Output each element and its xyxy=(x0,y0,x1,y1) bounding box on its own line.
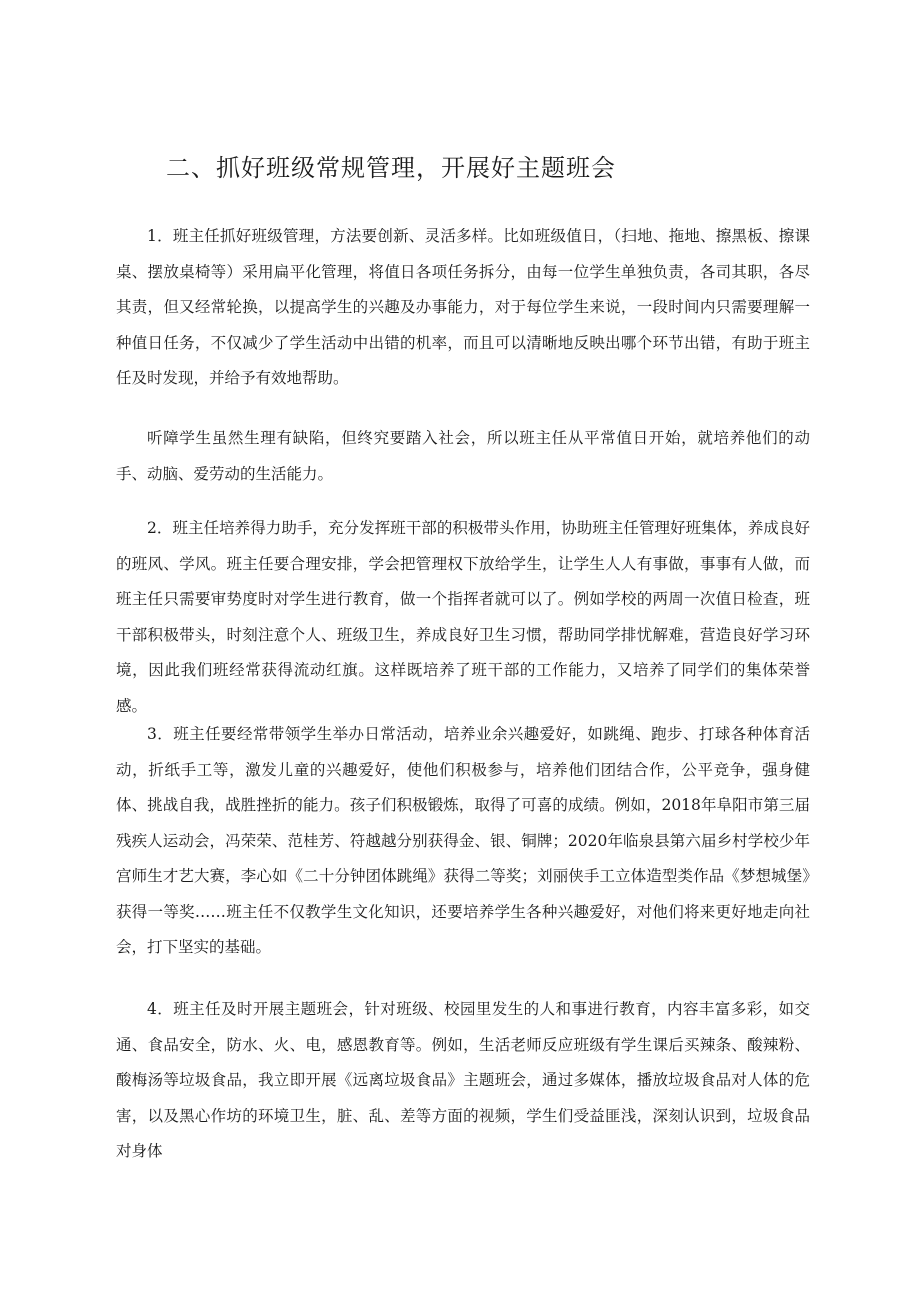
paragraph-1-duty-management: 1．班主任抓好班级管理，方法要创新、灵活多样。比如班级值日，（扫地、拖地、擦黑板、擦课桌、摆放桌椅等）采用扁平化管理，将值日各项任务拆分，由每一位学生单独负责，各司其职，各尽其责，但又经常轮换，以提高学生的兴趣及办事能力，对于每位学生来说，一段时间内只需要理解一种值日任务，不仅减少了学生活动中出错的机率，而且可以清晰地反映出哪个环节出错，有助于班主任及时发现，并给予有效地帮助。 xyxy=(116,227,810,387)
paragraph-2-class-cadres: 2．班主任培养得力助手，充分发挥班干部的积极带头作用，协助班主任管理好班集体，养成良好的班风、学风。班主任要合理安排，学会把管理权下放给学生，让学生人人有事做，事事有人做，而班主任只需要审势度时对学生进行教育，做一个指挥者就可以了。例如学校的两周一次值日检查，班干部积极带头，时刻注意个人、班级卫生，养成良好卫生习惯，帮助同学排忧解难，营造良好学习环境，因此我们班经常获得流动红旗。这样既培养了班干部的工作能力，又培养了同学们的集体荣誉感。 xyxy=(116,519,810,715)
paragraph-4-theme-class-meeting: 4．班主任及时开展主题班会，针对班级、校园里发生的人和事进行教育，内容丰富多彩，如交通、食品安全，防水、火、电，感恩教育等。例如，生活老师反应班级有学生课后买辣条、酸辣粉、酸梅汤等垃圾食品，我立即开展《远离垃圾食品》主题班会，通过多媒体，播放垃圾食品对人体的危害，以及黑心作坊的环境卫生，脏、乱、差等方面的视频，学生们受益匪浅，深刻认识到，垃圾食品对身体 xyxy=(116,1000,810,1160)
paragraph-3-daily-activities: 3．班主任要经常带领学生举办日常活动，培养业余兴趣爱好，如跳绳、跑步、打球各种体育活动，折纸手工等，激发儿童的兴趣爱好，使他们积极参与，培养他们团结合作，公平竞争，强身健体、挑战自我，战胜挫折的能力。孩子们积极锻炼，取得了可喜的成绩。例如，2018年阜阳市第三届残疾人运动会，冯荣荣、范桂芳、符越越分别获得金、银、铜牌；2020年临泉县第六届乡村学校少年宫师生才艺大赛，李心如《二十分钟团体跳绳》获得二等奖；刘丽侠手工立体造型类作品《梦想城堡》获得一等奖……班主任不仅教学生文化知识，还要培养学生各种兴趣爱好，对他们将来更好地走向社会，打下坚实的基础。 xyxy=(116,725,810,956)
section-heading: 二、抓好班级常规管理，开展好主题班会 xyxy=(166,154,616,182)
paragraph-hearing-impaired-students: 听障学生虽然生理有缺陷，但终究要踏入社会，所以班主任从平常值日开始，就培养他们的动手、动脑、爱劳动的生活能力。 xyxy=(116,429,810,483)
